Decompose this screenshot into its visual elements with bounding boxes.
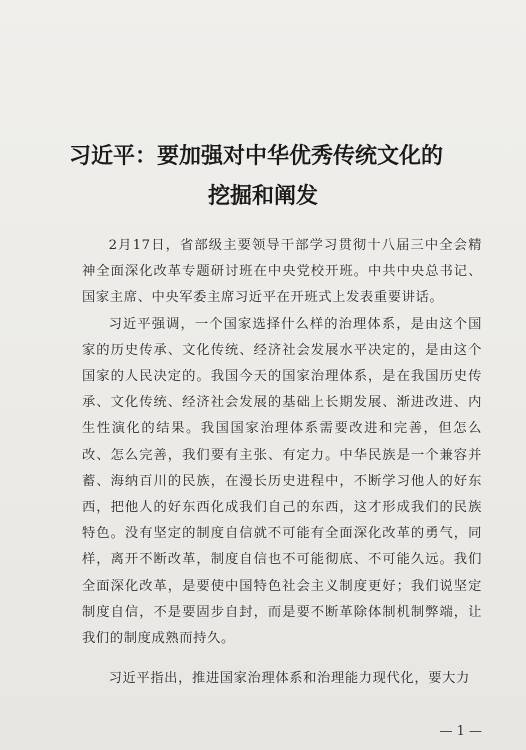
article-title	[0, 142, 526, 212]
title-line-1: 习近平：要加强对中华优秀传统文化的	[68, 144, 443, 169]
paragraph: 习近平指出，推进国家治理体系和治理能力现代化，要大力	[108, 671, 470, 687]
article-body	[82, 233, 482, 692]
paragraph: 习近平强调，一个国家选择什么样的治理体系，是由这个国家的历史传承、文化传统、经济社会发展水平决定的，是由这个国家的人民决定的。我国今天的国家治理体系，是在我国历史传承、文化传统、经济社会发展的基础上长期发展、渐进改进、内生性演化的结果。我国国家治理体系需要改进和完善，但怎么改、怎么完善，我们要有主张、有定力。中华民族是一个兼容并蓄、海纳百川的民族，在漫长历史进程中，不断学习他人的好东西，把他人的好东西化成我们自己的东西，这才形成我们的民族特色。没有坚定的制度自信就不可能有全面深化改革的勇气，同样，离开不断改革，制度自信也不可能彻底、不可能久远。我们全面深化改革，是要使中国特色社会主义制度更好；我们说坚定制度自信，不是要固步自封，而是要不断革除体制机制弊端，让我们的制度成熟而持久。	[82, 316, 482, 647]
title-line-2: 挖掘和阐发	[207, 184, 318, 209]
paragraph: 2月17日，省部级主要领导干部学习贯彻十八届三中全会精神全面深化改革专题研讨班在中央党校开班。中共中央总书记、国家主席、中央军委主席习近平在开班式上发表重要讲话。	[82, 238, 482, 306]
page-number: — 1 —	[439, 724, 482, 739]
